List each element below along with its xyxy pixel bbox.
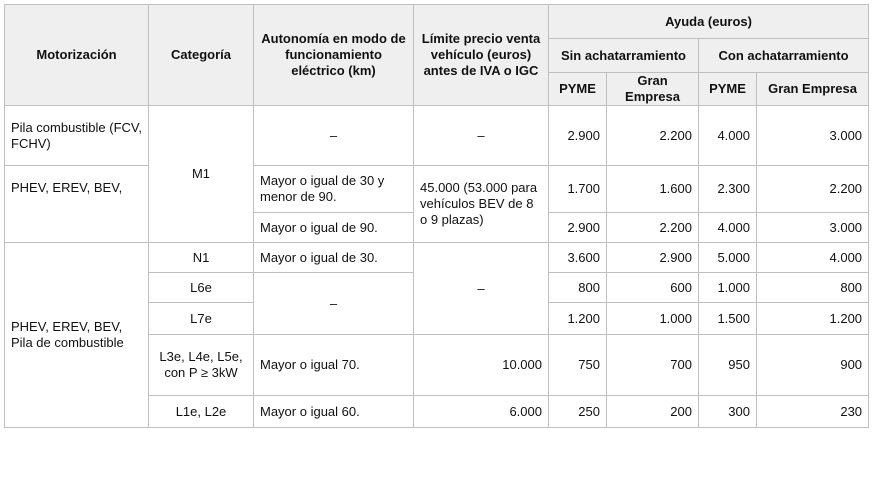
- cell-pyme-sin: 1.700: [549, 166, 607, 213]
- cell-motorizacion: PHEV, EREV, BEV, Pila de combustible: [5, 243, 149, 428]
- cell-pyme-con: 1.500: [699, 303, 757, 335]
- cell-gran-con: 900: [757, 335, 869, 396]
- cell-gran-con: 1.200: [757, 303, 869, 335]
- cell-limite: –: [414, 106, 549, 166]
- header-pyme-con: PYME: [699, 73, 757, 106]
- cell-pyme-con: 950: [699, 335, 757, 396]
- cell-autonomia: –: [254, 273, 414, 335]
- header-gran-empresa-con: Gran Empresa: [757, 73, 869, 106]
- cell-gran-sin: 600: [607, 273, 699, 303]
- cell-pyme-con: 1.000: [699, 273, 757, 303]
- cell-pyme-sin: 800: [549, 273, 607, 303]
- cell-autonomia: Mayor o igual 70.: [254, 335, 414, 396]
- aid-table: [4, 4, 869, 428]
- cell-pyme-sin: 250: [549, 396, 607, 428]
- cell-gran-sin: 1.600: [607, 166, 699, 213]
- cell-pyme-con: 5.000: [699, 243, 757, 273]
- cell-categoria: L1e, L2e: [149, 396, 254, 428]
- cell-gran-sin: 2.200: [607, 213, 699, 243]
- cell-pyme-con: 4.000: [699, 213, 757, 243]
- cell-pyme-sin: 750: [549, 335, 607, 396]
- cell-categoria: L6e: [149, 273, 254, 303]
- header-autonomia: Autonomía en modo de funcionamiento eléctrico (km): [254, 5, 414, 106]
- header-limite-precio: Límite precio venta vehículo (euros) antes de IVA o IGC: [414, 5, 549, 106]
- header-categoria: Categoría: [149, 5, 254, 106]
- cell-motorizacion: Pila combustible (FCV, FCHV): [5, 106, 149, 166]
- cell-categoria: L7e: [149, 303, 254, 335]
- header-pyme-sin: PYME: [549, 73, 607, 106]
- cell-gran-con: 230: [757, 396, 869, 428]
- cell-gran-sin: 1.000: [607, 303, 699, 335]
- cell-limite: –: [414, 243, 549, 335]
- header-con-achatarramiento: Con achatarramiento: [699, 39, 869, 73]
- cell-pyme-con: 300: [699, 396, 757, 428]
- cell-autonomia: Mayor o igual de 30 y menor de 90.: [254, 166, 414, 213]
- cell-gran-sin: 2.900: [607, 243, 699, 273]
- cell-gran-con: 4.000: [757, 243, 869, 273]
- cell-gran-sin: 200: [607, 396, 699, 428]
- cell-gran-con: 3.000: [757, 213, 869, 243]
- header-ayuda: Ayuda (euros): [549, 5, 869, 39]
- cell-limite: 6.000: [414, 396, 549, 428]
- cell-gran-con: 2.200: [757, 166, 869, 213]
- cell-autonomia: Mayor o igual de 30.: [254, 243, 414, 273]
- cell-pyme-con: 2.300: [699, 166, 757, 213]
- cell-pyme-sin: 1.200: [549, 303, 607, 335]
- cell-pyme-sin: 2.900: [549, 106, 607, 166]
- cell-limite: 45.000 (53.000 para vehículos BEV de 8 o 9 plazas): [414, 166, 549, 243]
- cell-gran-sin: 700: [607, 335, 699, 396]
- cell-categoria: L3e, L4e, L5e, con P ≥ 3kW: [149, 335, 254, 396]
- cell-pyme-con: 4.000: [699, 106, 757, 166]
- cell-categoria: M1: [149, 106, 254, 243]
- cell-autonomia: Mayor o igual de 90.: [254, 213, 414, 243]
- cell-gran-sin: 2.200: [607, 106, 699, 166]
- header-sin-achatarramiento: Sin achatarramiento: [549, 39, 699, 73]
- cell-limite: 10.000: [414, 335, 549, 396]
- cell-gran-con: 3.000: [757, 106, 869, 166]
- table-row: [5, 106, 869, 166]
- header-gran-empresa-sin: Gran Empresa: [607, 73, 699, 106]
- cell-autonomia: –: [254, 106, 414, 166]
- cell-gran-con: 800: [757, 273, 869, 303]
- table-row: [5, 166, 869, 213]
- table-row: [5, 243, 869, 273]
- cell-pyme-sin: 3.600: [549, 243, 607, 273]
- cell-motorizacion: PHEV, EREV, BEV,: [5, 166, 149, 243]
- cell-pyme-sin: 2.900: [549, 213, 607, 243]
- cell-categoria: N1: [149, 243, 254, 273]
- header-motorizacion: Motorización: [5, 5, 149, 106]
- cell-autonomia: Mayor o igual 60.: [254, 396, 414, 428]
